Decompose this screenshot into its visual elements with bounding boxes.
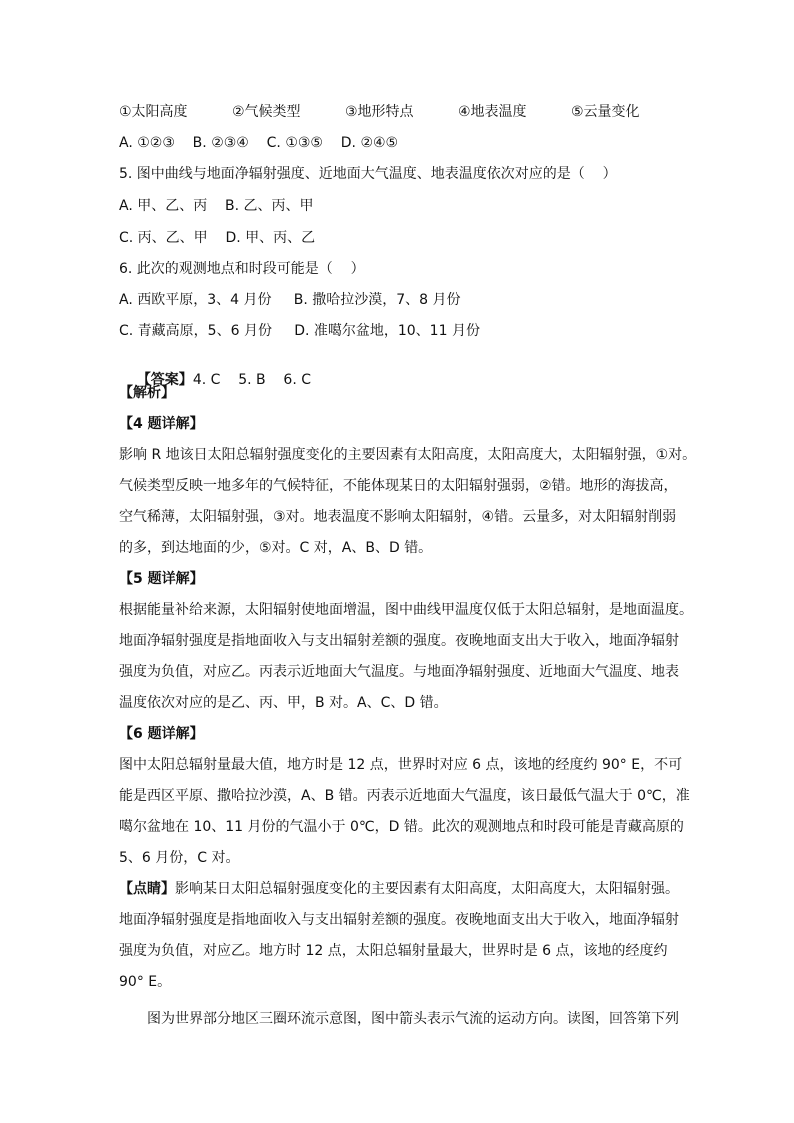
q6-stem: 6. 此次的观测地点和时段可能是（ ） <box>119 261 365 277</box>
factor-options-line <box>119 103 640 121</box>
detail4-label: 【4 题详解】 <box>119 416 204 432</box>
option-3: ③地形特点 <box>345 104 414 120</box>
detail5-line: 强度为负值，对应乙。丙表示近地面大气温度。与地面净辐射强度、近地面大气温度、地表 <box>119 664 679 680</box>
detail4-line: 的多，到达地面的少，⑤对。C 对，A、B、D 错。 <box>119 540 433 556</box>
detail6-line: 噶尔盆地在 10、11 月份的气温小于 0℃，D 错。此次的观测地点和时段可能是青藏高原的 <box>119 819 684 835</box>
q5-stem: 5. 图中曲线与地面净辐射强度、近地面大气温度、地表温度依次对应的是（ ） <box>119 166 617 182</box>
detail5-label: 【5 题详解】 <box>119 571 204 587</box>
option-1: ①太阳高度 <box>119 104 188 120</box>
analysis-label: 【解析】 <box>119 385 175 401</box>
q5-choices-ab: A. 甲、乙、丙 B. 乙、丙、甲 <box>119 198 314 214</box>
next-question-intro: 图为世界部分地区三圈环流示意图，图中箭头表示气流的运动方向。读图，回答第下列 <box>147 1011 679 1027</box>
q6-choices-cd: C. 青藏高原，5、6 月份 D. 准噶尔盆地，10、11 月份 <box>119 323 480 339</box>
option-2: ②气候类型 <box>232 104 301 120</box>
option-5: ⑤云量变化 <box>571 104 640 120</box>
detail6-line: 图中太阳总辐射量最大值，地方时是 12 点，世界时对应 6 点，该地的经度约 90° E，不可 <box>119 757 683 773</box>
option-4: ④地表温度 <box>458 104 527 120</box>
q4-choices: A. ①②③ B. ②③④ C. ①③⑤ D. ②④⑤ <box>119 135 399 151</box>
detail4-line: 空气稀薄，太阳辐射强，③对。地表温度不影响太阳辐射，④错。云量多，对太阳辐射削弱 <box>119 509 677 525</box>
answer-label: 【答案】 <box>136 372 193 388</box>
dianjing-line: 90° E。 <box>119 974 172 990</box>
dianjing-label: 【点睛】 <box>119 881 175 897</box>
answer-text: 4. C 5. B 6. C <box>192 372 311 388</box>
dianjing-line: 强度为负值，对应乙。地方时 12 点，太阳总辐射量最大，世界时是 6 点，该地的经度约 <box>119 943 668 959</box>
dianjing-first-text: 影响某日太阳总辐射强度变化的主要因素有太阳高度，太阳高度大，太阳辐射强。 <box>175 881 679 897</box>
detail6-line: 5、6 月份，C 对。 <box>119 850 240 866</box>
dianjing-line: 地面净辐射强度是指地面收入与支出辐射差额的强度。夜晚地面支出大于收入，地面净辐射 <box>119 912 679 928</box>
detail5-line: 温度依次对应的是乙、丙、甲，B 对。A、C、D 错。 <box>119 695 448 711</box>
detail6-line: 能是西区平原、撒哈拉沙漠，A、B 错。丙表示近地面大气温度，该日最低气温大于 0℃，准 <box>119 788 690 804</box>
detail6-label: 【6 题详解】 <box>119 726 204 742</box>
detail5-line: 地面净辐射强度是指地面收入与支出辐射差额的强度。夜晚地面支出大于收入，地面净辐射 <box>119 633 679 649</box>
detail5-line: 根据能量补给来源，太阳辐射使地面增温，图中曲线甲温度仅低于太阳总辐射，是地面温度。 <box>119 602 693 618</box>
dianjing-first-line <box>119 880 679 898</box>
detail4-line: 气候类型反映一地多年的气候特征，不能体现某日的太阳辐射强弱，②错。地形的海拔高， <box>119 478 678 494</box>
q6-choices-ab: A. 西欧平原，3、4 月份 B. 撒哈拉沙漠，7、8 月份 <box>119 292 461 308</box>
detail4-line: 影响 R 地该日太阳总辐射强度变化的主要因素有太阳高度，太阳高度大，太阳辐射强，①对。 <box>119 447 697 463</box>
q5-choices-cd: C. 丙、乙、甲 D. 甲、丙、乙 <box>119 230 316 246</box>
